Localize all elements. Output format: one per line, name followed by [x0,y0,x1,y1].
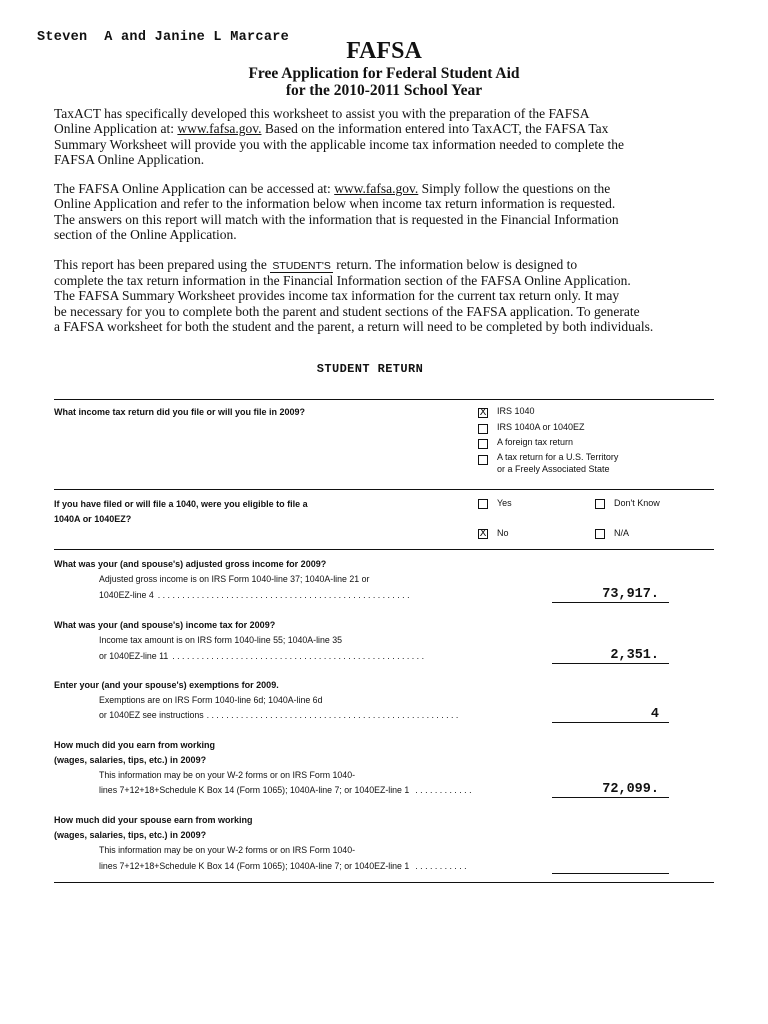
income-tax-answer[interactable]: 2,351. [552,648,669,664]
instruction-text: lines 7+12+18+Schedule K Box 14 (Form 1065); 1040A-line 7; or 1040EZ-line 1 [99,861,410,871]
question-line: If you have filed or will file a 1040, were you eligible to file a [54,499,308,509]
option-label: N/A [614,528,630,538]
instruction-text: 1040EZ-line 4 [99,590,154,600]
text-line: a FAFSA worksheet for both the student and the parent, a return will need to be completed by both individuals. [54,319,654,335]
question-line: How much did you earn from working [54,740,216,750]
instruction-line [99,649,424,665]
option-label: A foreign tax return [497,437,574,447]
text-line: section of the Online Application. [54,227,237,243]
instruction-line: Adjusted gross income is on IRS Form 1040-line 37; 1040A-line 21 or [99,574,370,584]
option-label: Yes [497,498,512,508]
question-agi: What was your (and spouse's) adjusted gross income for 2009? [54,559,327,569]
question-line: 1040A or 1040EZ? [54,514,132,524]
fafsa-link[interactable]: www.fafsa.gov. [334,181,419,196]
divider [54,882,714,883]
text-line: be necessary for you to complete both the parent and student sections of the FAFSA application. To generate [54,303,640,319]
checkbox-yes[interactable] [478,499,488,509]
instruction-line: Income tax amount is on IRS form 1040-line 55; 1040A-line 35 [99,635,343,645]
text-line: Online Application and refer to the information below when income tax return information is requested. [54,196,616,212]
leader-dots: . . . . . . . . . . . [415,861,467,871]
text-line: The FAFSA Summary Worksheet provides income tax information for the current tax return only. It may [54,288,620,304]
intro-paragraph-3 [54,257,734,335]
checkbox-foreign-return[interactable] [478,439,488,449]
question-line: (wages, salaries, tips, etc.) in 2009? [54,755,207,765]
return-type-field: STUDENT'S [272,260,331,272]
checkbox-irs-1040[interactable]: X [479,407,487,418]
instruction-text: or 1040EZ-line 11 [99,651,169,661]
intro-paragraph-1 [54,106,734,168]
leader-dots: . . . . . . . . . . . . [415,785,472,795]
instruction-line: This information may be on your W-2 forms or on IRS Form 1040- [99,845,356,855]
question-income-tax: What was your (and spouse's) income tax for 2009? [54,620,276,630]
option-label: IRS 1040 [497,406,535,416]
intro-paragraph-2 [54,181,734,243]
text-line [54,121,734,136]
earnings-answer[interactable]: 72,099. [552,782,669,798]
text-line [54,181,734,196]
text-fragment: The FAFSA Online Application can be accessed at: [54,181,335,196]
text-line: TaxACT has specifically developed this worksheet to assist you with the preparation of the FAFSA [54,106,590,121]
option-label: IRS 1040A or 1040EZ [497,422,585,432]
checkbox-na[interactable] [595,529,605,539]
text-fragment: Based on the information entered into TaxACT, the FAFSA Tax [261,121,609,137]
instruction-line [99,588,410,604]
text-fragment: Simply follow the questions on the [418,181,611,196]
question-line: (wages, salaries, tips, etc.) in 2009? [54,830,207,840]
checkbox-territory-return[interactable] [478,455,488,465]
page-title: FAFSA [346,38,422,64]
page-subtitle: Free Application for Federal Student Aid [248,65,520,82]
option-label: A tax return for a U.S. Territory [497,452,619,462]
text-line: complete the tax return information in the Financial Information section of the FAFSA Online Application. [54,273,631,288]
checkbox-dont-know[interactable] [595,499,605,509]
text-fragment: This report has been prepared using the [54,257,271,272]
divider [54,489,714,490]
instruction-line: Exemptions are on IRS Form 1040-line 6d; 1040A-line 6d [99,695,323,705]
option-label: No [497,528,509,538]
option-label: or a Freely Associated State [497,464,610,474]
question-earnings [54,738,215,768]
spouse-earnings-answer[interactable] [552,858,669,874]
divider [54,399,714,400]
instruction-line [99,859,467,875]
instruction-line [99,708,458,724]
checkbox-no[interactable]: X [479,528,487,539]
section-title: STUDENT RETURN [316,362,424,376]
instruction-text: or 1040EZ see instructions [99,710,204,720]
instruction-line [99,783,472,799]
instruction-line: This information may be on your W-2 forms or on IRS Form 1040- [99,770,356,780]
text-line: The answers on this report will match with the information that is requested in the Financial Information [54,211,619,227]
divider [54,549,714,550]
leader-dots: . . . . . . . . . . . . . . . . . . . . . . . . . . . . . . . . . . . . . . . . . . . . . . . . . . . . [206,710,459,720]
taxpayer-name: Steven A and Janine L Marcare [37,30,290,45]
text-fragment: Online Application at: [54,121,178,137]
question-exemptions: Enter your (and your spouse's) exemptions for 2009. [54,680,279,690]
school-year-subtitle: for the 2010-2011 School Year [285,82,483,99]
option-label: Don't Know [614,498,660,508]
leader-dots: . . . . . . . . . . . . . . . . . . . . . . . . . . . . . . . . . . . . . . . . . . . . . . . . . . . . [157,590,410,600]
exemptions-answer[interactable]: 4 [552,707,669,723]
checkbox-irs-1040a[interactable] [478,424,488,434]
fafsa-link[interactable]: www.fafsa.gov. [177,121,262,137]
agi-answer[interactable]: 73,917. [552,587,669,603]
text-line: FAFSA Online Application. [54,152,205,168]
text-line: Summary Worksheet will provide you with the applicable income tax information needed to complete the [54,136,625,152]
instruction-text: lines 7+12+18+Schedule K Box 14 (Form 1065); 1040A-line 7; or 1040EZ-line 1 [99,785,410,795]
question-line: How much did your spouse earn from working [54,815,253,825]
text-line [54,257,734,273]
question-spouse-earnings [54,813,253,843]
leader-dots: . . . . . . . . . . . . . . . . . . . . . . . . . . . . . . . . . . . . . . . . . . . . . . . . . . . . [172,651,425,661]
question-return-type: What income tax return did you file or will you file in 2009? [54,407,306,417]
text-fragment: return. The information below is designed to [332,257,578,272]
question-eligible-1040a [54,497,308,527]
